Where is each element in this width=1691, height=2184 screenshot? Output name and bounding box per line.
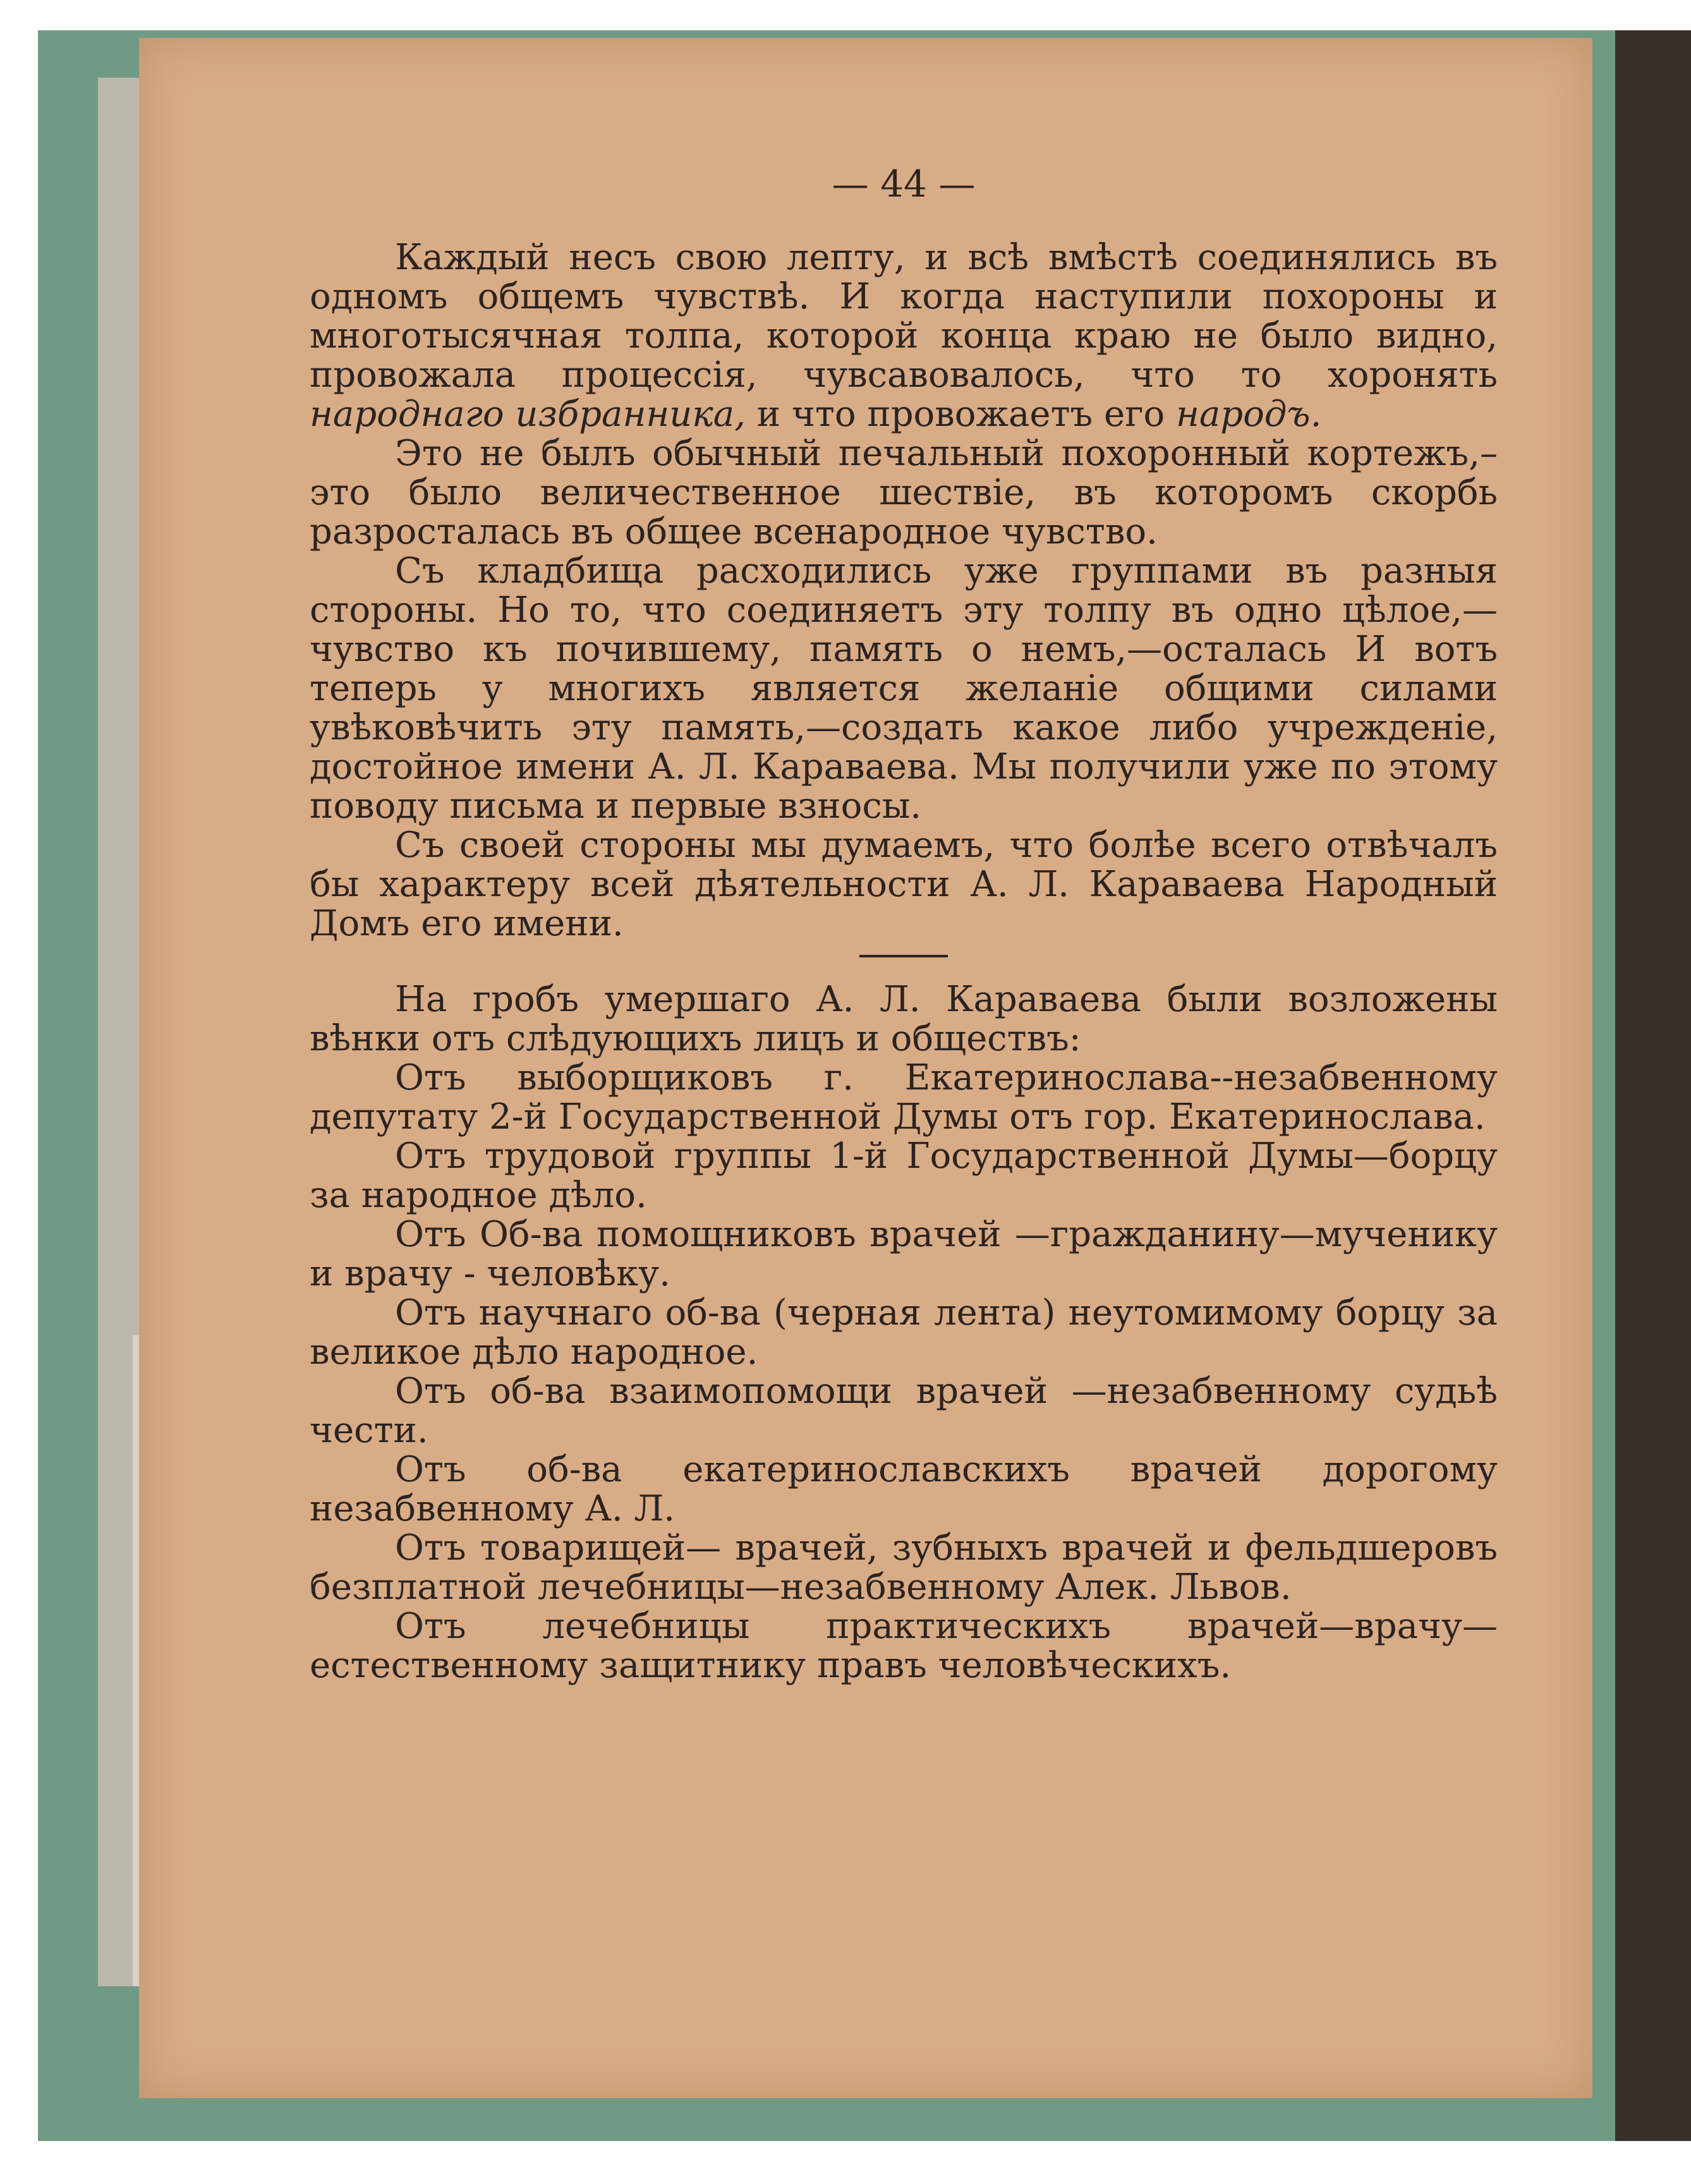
page-text [310, 164, 1498, 1685]
wreath-item: Отъ товарищей— врачей, зубныхъ врачей и фельдшеровъ безплатной лечебницы—незабвенному Алек. Львов. [310, 1527, 1498, 1608]
wreath-item: Отъ выборщиковъ г. Екатеринослава--незабвенному депутату 2-й Государственной Думы отъ гор. Екатеринослава. [310, 1057, 1498, 1138]
wreaths-intro: На гробъ умершаго А. Л. Караваева были возложены вѣнки отъ слѣдующихъ лицъ и обществъ: [310, 979, 1498, 1059]
wreath-item: Отъ об-ва екатеринославскихъ врачей дорогому незабвенному А. Л. [310, 1449, 1498, 1529]
wreath-item: Отъ Об-ва помощниковъ врачей —гражданину—мученику и врачу - человѣку. [310, 1214, 1498, 1294]
page-number: — 44 — [832, 162, 976, 205]
paragraph-4: Съ своей стороны мы думаемъ, что болѣе всего отвѣчалъ бы характеру всей дѣятельности А. Л. Караваева Народный Домъ его имени. [310, 825, 1498, 944]
wreath-item: Отъ об-ва взаимопомощи врачей —незабвенному судьѣ чести. [310, 1371, 1498, 1451]
paragraph-1: Каждый несъ свою лепту, и всѣ вмѣстѣ соединялись въ одномъ общемъ чувствѣ. И когда наступили похороны и многотысячная толпа, которой конца краю не было видно, провожала процессія, чувсавовалось, что то хоронять народнаго избранника, и что провожаетъ его народъ. [310, 237, 1498, 435]
separator [859, 955, 948, 957]
dark-edge [1615, 30, 1691, 2141]
wreath-item: Отъ научнаго об-ва (черная лента) неутомимому борцу за великое дѣло народное. [310, 1292, 1498, 1373]
wreath-item: Отъ трудовой группы 1-й Государственной Думы—борцу за народное дѣло. [310, 1136, 1498, 1216]
paragraph-2: Это не былъ обычный печальный похоронный кортежъ,– это было величественное шествіе, въ которомъ скорбь разросталась въ общее всенародное чувство. [310, 433, 1498, 552]
paragraph-3: Съ кладбища расходились уже группами въ разныя стороны. Но то, что соединяетъ эту толпу въ одно цѣлое,—чувство къ почившему, память о немъ,—осталась И вотъ теперь у многихъ является желаніе общими силами увѣковѣчить эту память,—создать какое либо учрежденіе, достойное имени А. Л. Караваева. Мы получили уже по этому поводу письма и первые взносы. [310, 550, 1498, 827]
wreath-item: Отъ лечебницы практическихъ врачей—врачу—естественному защитнику правъ человѣческихъ. [310, 1606, 1498, 1686]
